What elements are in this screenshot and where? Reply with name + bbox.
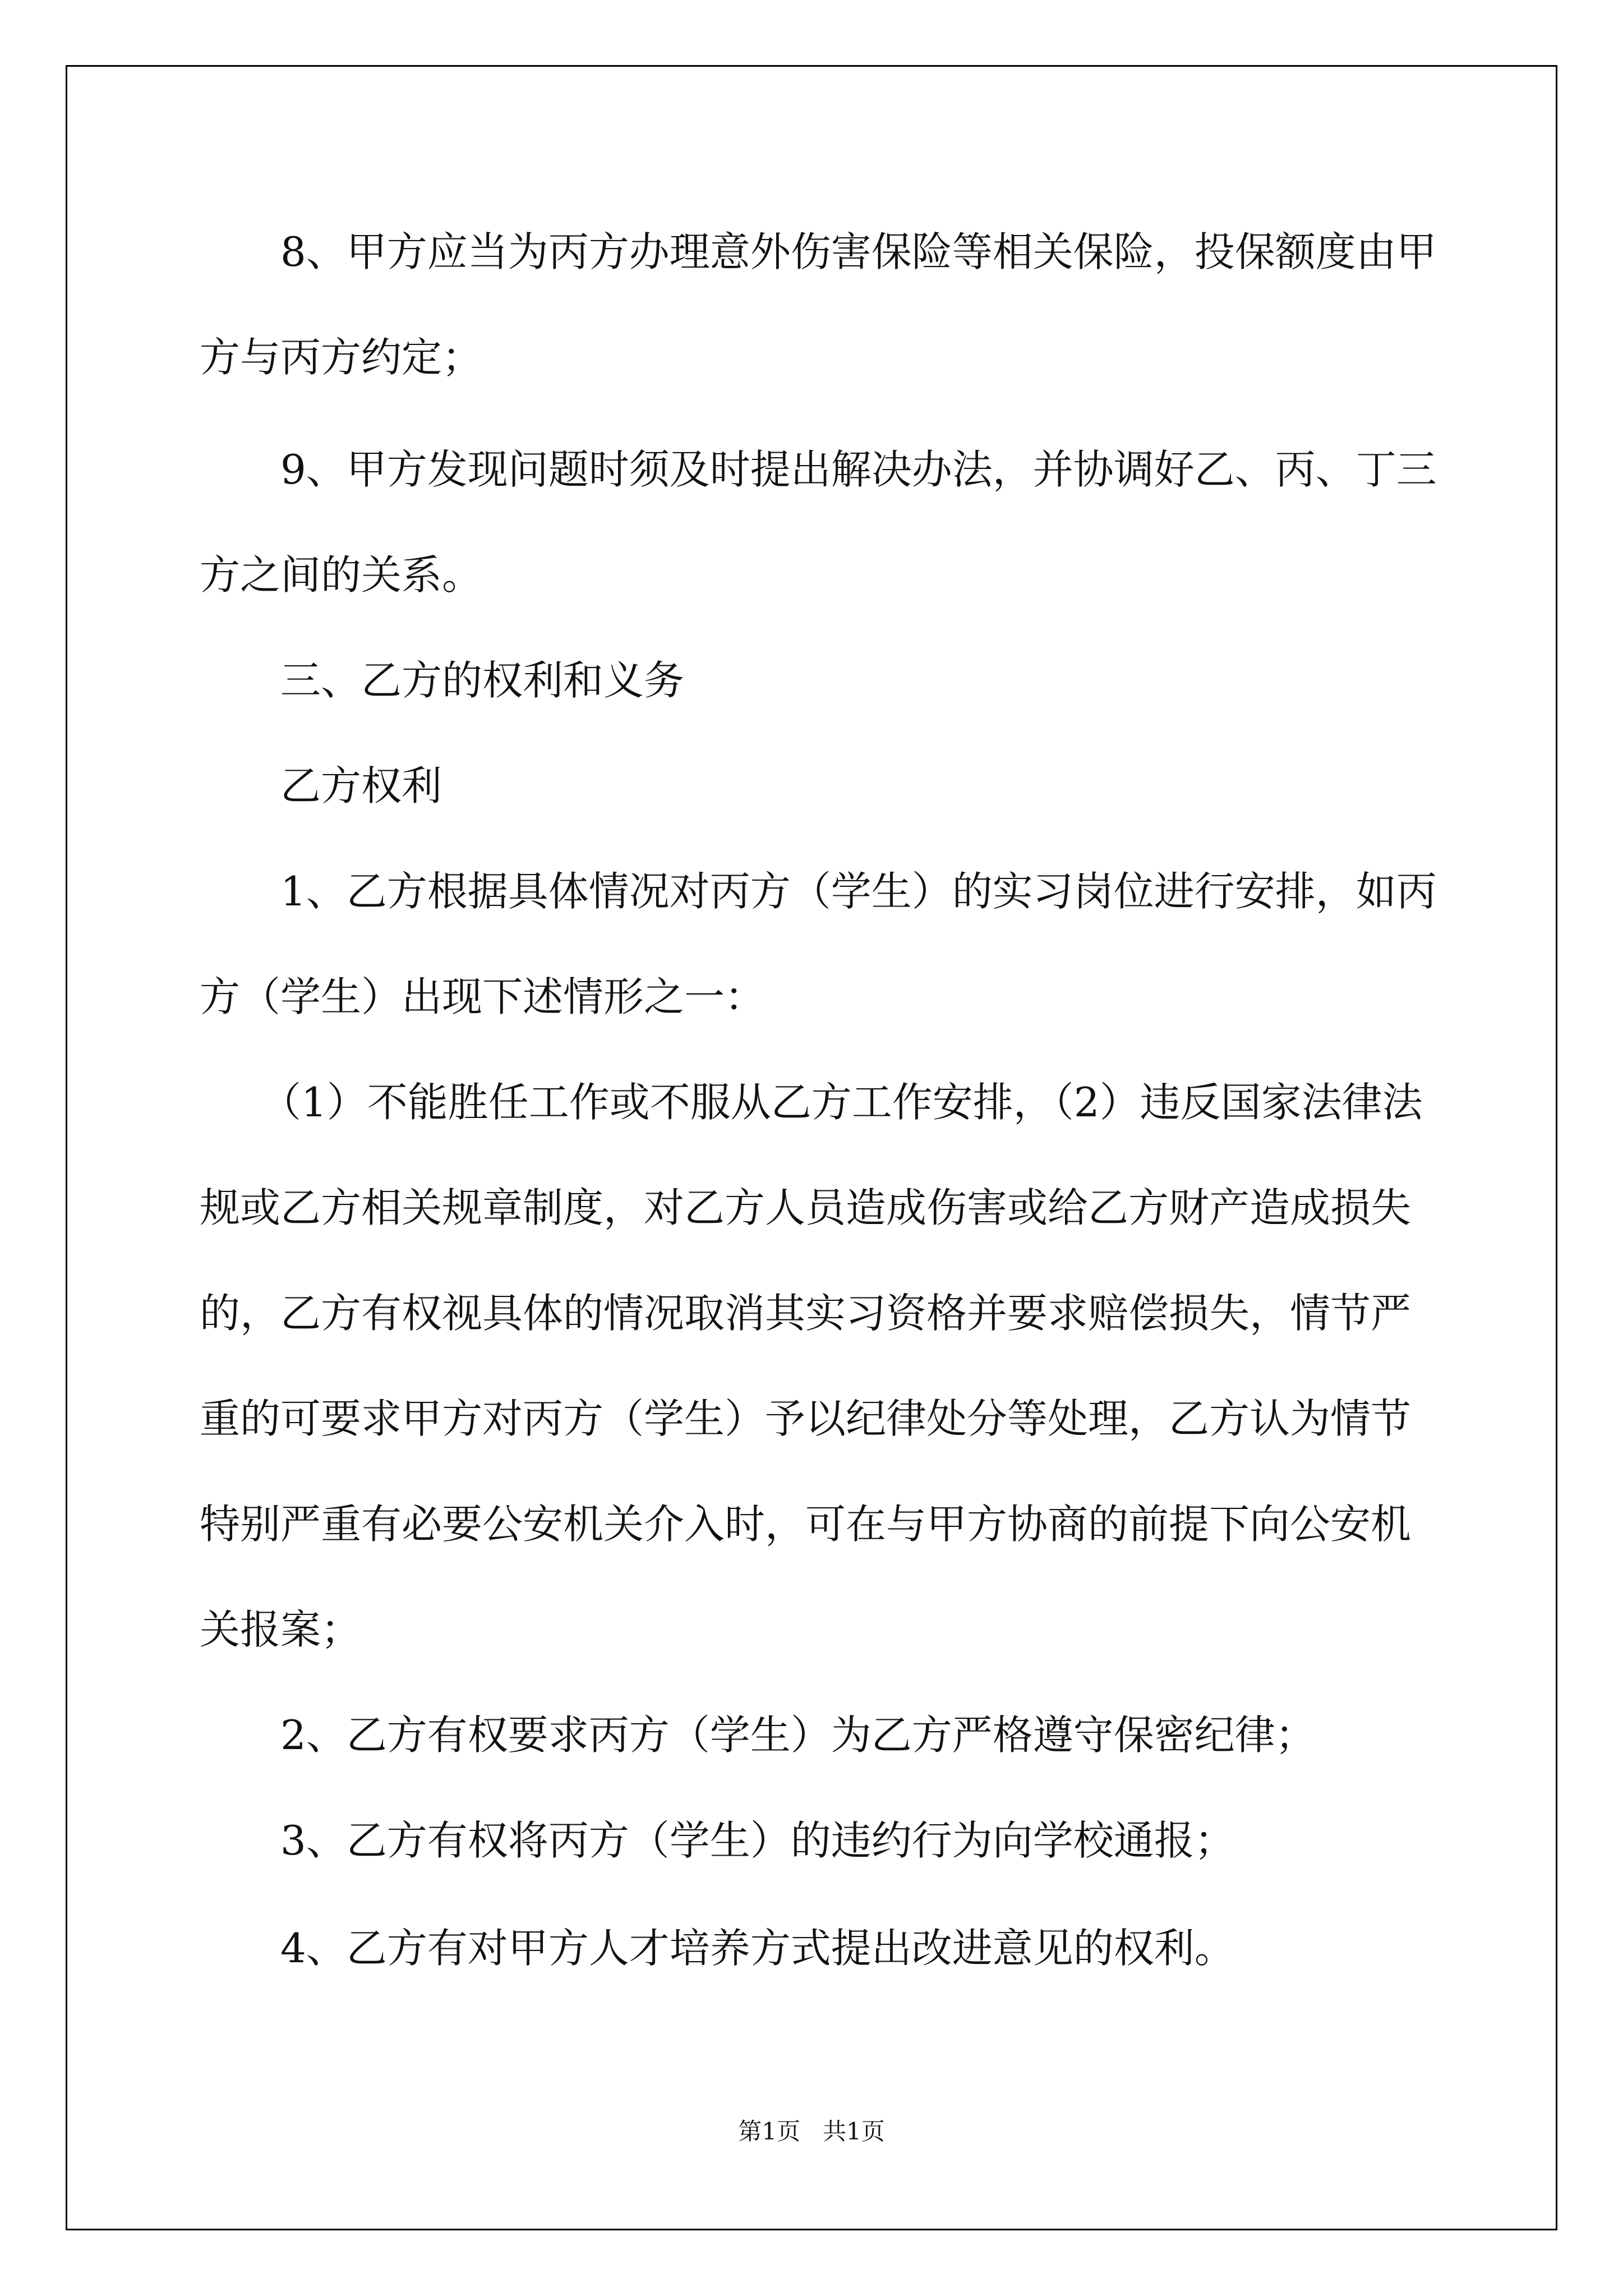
paragraph-line: 关报案； [200,1606,362,1653]
paragraph-line: 重的可要求甲方对丙方（学生）予以纪律处分等处理，乙方认为情节 [200,1395,1412,1442]
paragraph-line: （1）不能胜任工作或不服从乙方工作安排，（2）违反国家法律法 [261,1079,1423,1126]
paragraph-line: 特别严重有必要公安机关介入时，可在与甲方协商的前提下向公安机 [200,1501,1412,1548]
paragraph-line: 的，乙方有权视具体的情况取消其实习资格并要求赔偿损失，情节严 [200,1290,1412,1337]
paragraph-line: 规或乙方相关规章制度，对乙方人员造成伤害或给乙方财产造成损失 [200,1184,1412,1231]
paragraph-line: 1、乙方根据具体情况对丙方（学生）的实习岗位进行安排，如丙 [280,868,1437,915]
paragraph-line: 4、乙方有对甲方人才培养方式提出改进意见的权利。 [280,1925,1235,1972]
subsection-heading: 乙方权利 [280,762,442,809]
section-heading: 三、乙方的权利和义务 [280,657,685,704]
paragraph-line: 3、乙方有权将丙方（学生）的违约行为向学校通报； [280,1817,1235,1864]
paragraph-line: 方与丙方约定； [200,334,483,381]
paragraph-line: 9、甲方发现问题时须及时提出解决办法，并协调好乙、丙、丁三 [280,446,1437,493]
paragraph-line: 8、甲方应当为丙方办理意外伤害保险等相关保险，投保额度由甲 [280,228,1437,275]
page-number: 第1页 共1页 [738,2118,885,2145]
page-border [66,65,1557,2230]
paragraph-line: 2、乙方有权要求丙方（学生）为乙方严格遵守保密纪律； [280,1711,1316,1759]
paragraph-line: 方之间的关系。 [200,551,483,599]
paragraph-line: 方（学生）出现下述情形之一： [200,973,766,1020]
